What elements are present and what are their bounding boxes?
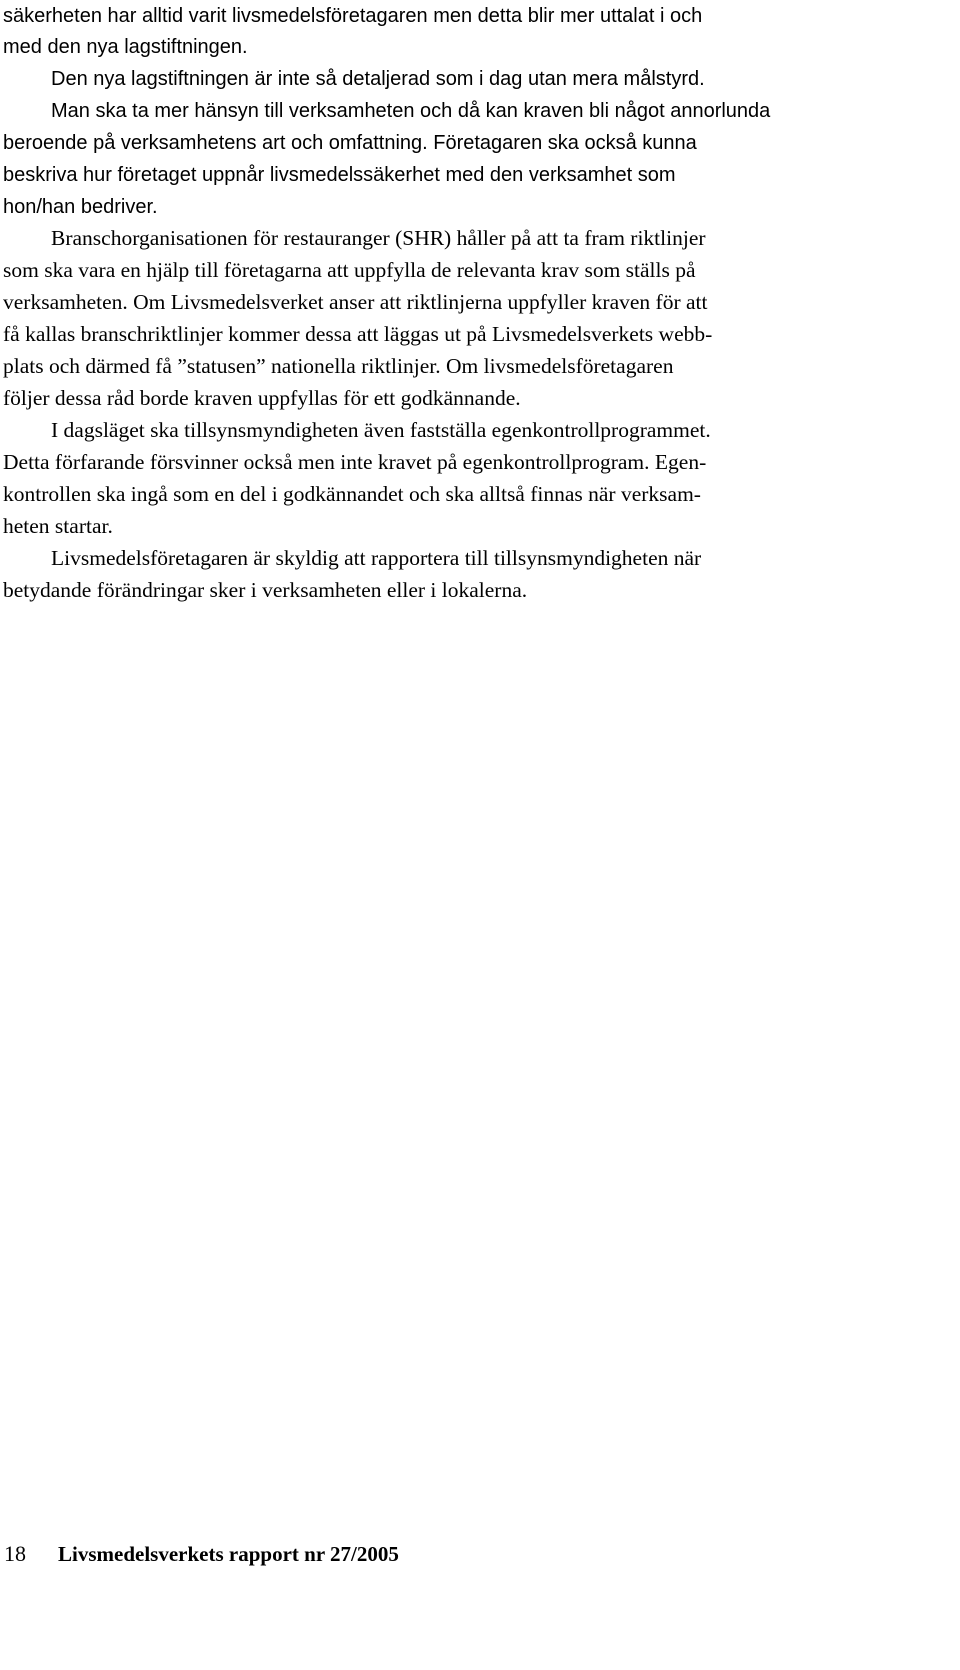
text-line: Livsmedelsföretagaren är skyldig att rapportera till tillsynsmyndigheten när xyxy=(51,546,702,570)
text-line: kontrollen ska ingå som en del i godkännandet och ska alltså finnas när verksam- xyxy=(3,482,701,506)
text-line: Detta förfarande försvinner också men inte kravet på egenkontrollprogram. Egen- xyxy=(3,450,707,474)
text-line: som ska vara en hjälp till företagarna att uppfylla de relevanta krav som ställs på xyxy=(3,258,696,282)
text-line: beroende på verksamhetens art och omfattning. Företagaren ska också kunna xyxy=(3,132,697,154)
text-line: få kallas branschriktlinjer kommer dessa att läggas ut på Livsmedelsverkets webb- xyxy=(3,322,713,346)
text-line: med den nya lagstiftningen. xyxy=(3,36,248,58)
text-line: I dagsläget ska tillsynsmyndigheten även fastställa egenkontrollprogrammet. xyxy=(51,418,711,442)
text-line: plats och därmed få ”statusen” nationella riktlinjer. Om livsmedelsföretagaren xyxy=(3,354,674,378)
report-title: Livsmedelsverkets rapport nr 27/2005 xyxy=(58,1542,399,1566)
text-line: beskriva hur företaget uppnår livsmedelssäkerhet med den verksamhet som xyxy=(3,164,676,186)
text-line: hon/han bedriver. xyxy=(3,196,158,218)
text-line: Den nya lagstiftningen är inte så detaljerad som i dag utan mera målstyrd. xyxy=(51,68,705,90)
page-number: 18 xyxy=(4,1541,26,1566)
text-line: heten startar. xyxy=(3,514,113,538)
text-line: följer dessa råd borde kraven uppfyllas för ett godkännande. xyxy=(3,386,521,410)
text-line: verksamheten. Om Livsmedelsverket anser att riktlinjerna uppfyller kraven för att xyxy=(3,290,708,314)
text-line: Man ska ta mer hänsyn till verksamheten och då kan kraven bli något annorlunda xyxy=(51,100,771,122)
text-line: Branschorganisationen för restauranger (SHR) håller på att ta fram riktlinjer xyxy=(51,226,706,250)
text-line: betydande förändringar sker i verksamheten eller i lokalerna. xyxy=(3,578,528,602)
text-line: säkerheten har alltid varit livsmedelsföretagaren men detta blir mer uttalat i och xyxy=(3,5,703,27)
